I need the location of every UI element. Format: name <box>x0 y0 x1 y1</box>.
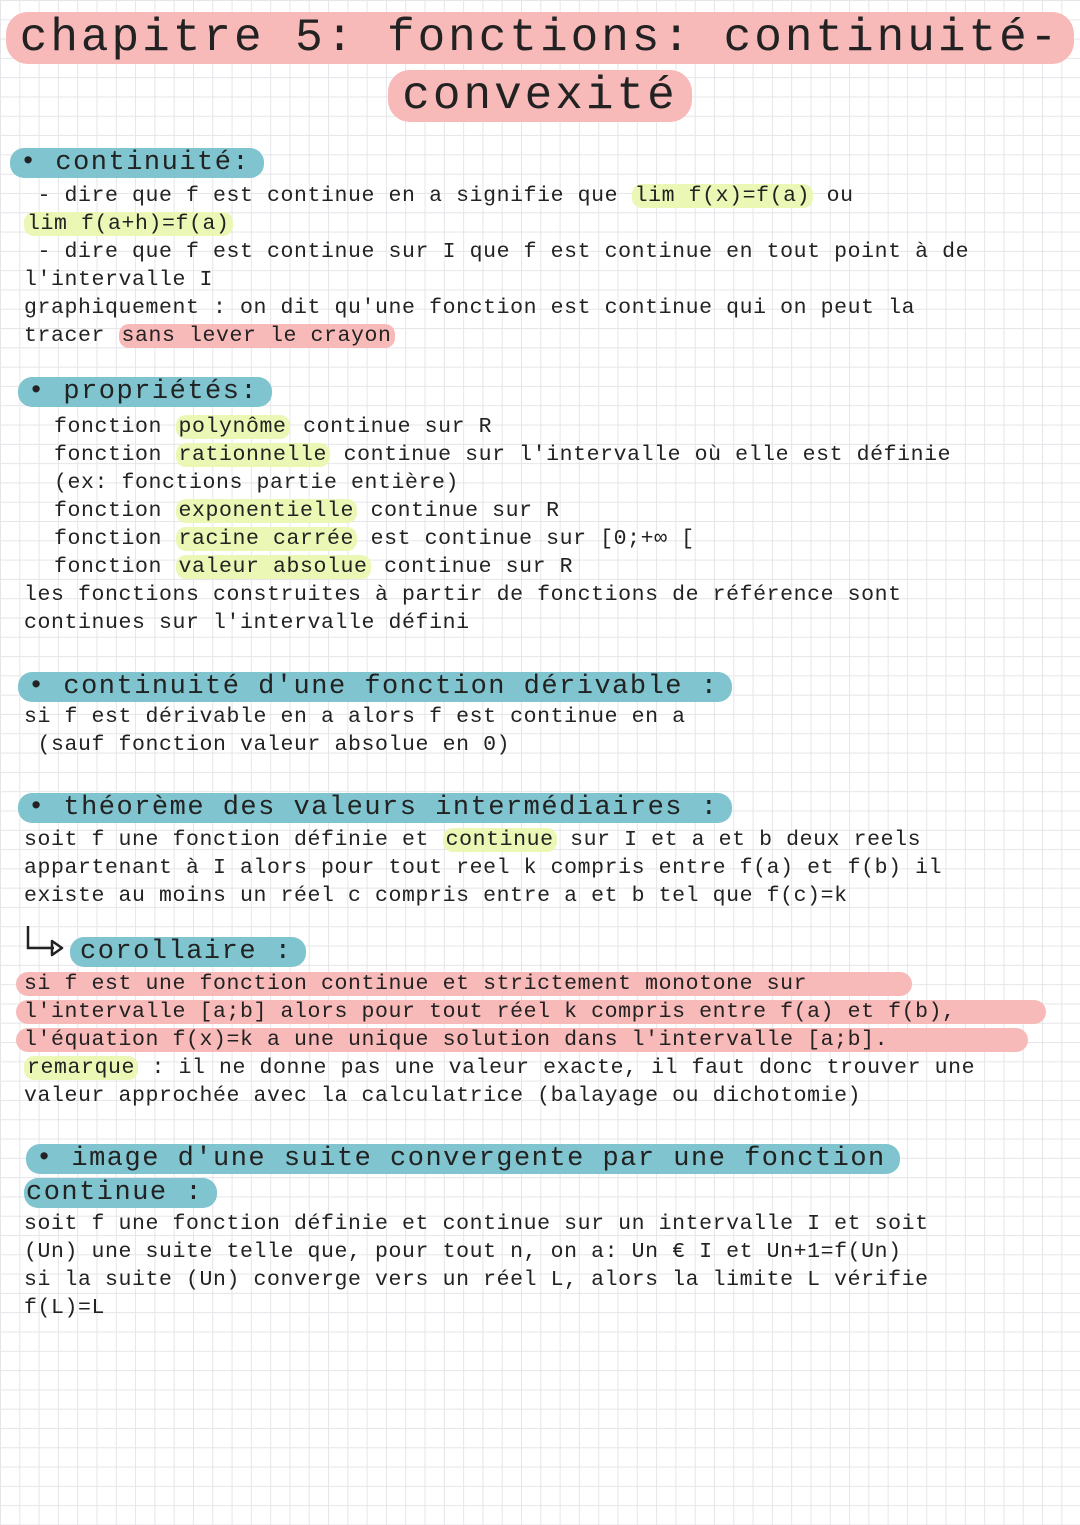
s4-line-2: appartenant à I alors pour tout reel k compris entre f(a) et f(b) il <box>24 856 943 880</box>
s5-line-5: valeur approchée avec la calculatrice (balayage ou dichotomie) <box>24 1084 862 1108</box>
s3-line-1: si f est dérivable en a alors f est continue en a <box>24 705 686 729</box>
s3-line-2: (sauf fonction valeur absolue en 0) <box>24 733 511 757</box>
s6-line-4: f(L)=L <box>24 1296 106 1320</box>
section-header-corollaire: corollaire : <box>70 937 306 967</box>
s2-line-6: fonction valeur absolue continue sur R <box>54 555 574 579</box>
s5-line-3: l'équation f(x)=k a une unique solution dans l'intervalle [a;b]. <box>24 1028 889 1052</box>
s1-line-3: - dire que f est continue sur I que f est continue en tout point à de <box>24 240 970 264</box>
s1-line-1: - dire que f est continue en a signifie que lim f(x)=f(a) ou <box>24 184 854 208</box>
chapter-title-line1: chapitre 5: fonctions: continuité- <box>0 12 1080 64</box>
section-header-continuite: • continuité: <box>10 148 264 178</box>
s2-line-1: fonction polynôme continue sur R <box>54 415 493 439</box>
s2-line-2: fonction rationnelle continue sur l'intervalle où elle est définie <box>54 443 952 467</box>
s1-line-4: l'intervalle I <box>24 268 214 292</box>
corner-arrow-icon <box>24 924 66 958</box>
s6-line-1: soit f une fonction définie et continue sur un intervalle I et soit <box>24 1212 929 1236</box>
s4-line-1: soit f une fonction définie et continue sur I et a et b deux reels <box>24 828 922 852</box>
s5-line-2: l'intervalle [a;b] alors pour tout réel k compris entre f(a) et f(b), <box>24 1000 956 1024</box>
s5-line-4: remarque : il ne donne pas une valeur exacte, il faut donc trouver une <box>24 1054 975 1082</box>
s2-line-5: fonction racine carrée est continue sur [0;+∞ [ <box>54 527 695 551</box>
s6-line-3: si la suite (Un) converge vers un réel L, alors la limite L vérifie <box>24 1268 929 1292</box>
s1-line-6: tracer sans lever le crayon <box>24 322 395 350</box>
s2-line-4: fonction exponentielle continue sur R <box>54 499 560 523</box>
s2-line-7: les fonctions construites à partir de fonctions de référence sont <box>24 583 902 607</box>
s2-line-8: continues sur l'intervalle défini <box>24 611 470 635</box>
s2-line-3: (ex: fonctions partie entière) <box>54 471 460 495</box>
section-header-suite-convergente: • image d'une suite convergente par une fonction <box>26 1144 900 1174</box>
chapter-title-line2: convexité <box>0 70 1080 122</box>
s1-line-5: graphiquement : on dit qu'une fonction est continue qui on peut la <box>24 296 916 320</box>
s4-line-3: existe au moins un réel c compris entre a et b tel que f(c)=k <box>24 884 848 908</box>
section-header-continuite-derivable: • continuité d'une fonction dérivable : <box>18 672 732 702</box>
section-header-tvi: • théorème des valeurs intermédiaires : <box>18 793 732 823</box>
section-header-suite-convergente-cont: continue : <box>24 1178 217 1208</box>
s6-line-2: (Un) une suite telle que, pour tout n, on a: Un € I et Un+1=f(Un) <box>24 1240 902 1264</box>
s1-line-2: lim f(a+h)=f(a) <box>24 210 233 238</box>
s5-line-1: si f est une fonction continue et strictement monotone sur <box>24 972 808 996</box>
section-header-proprietes: • propriétés: <box>18 377 272 407</box>
